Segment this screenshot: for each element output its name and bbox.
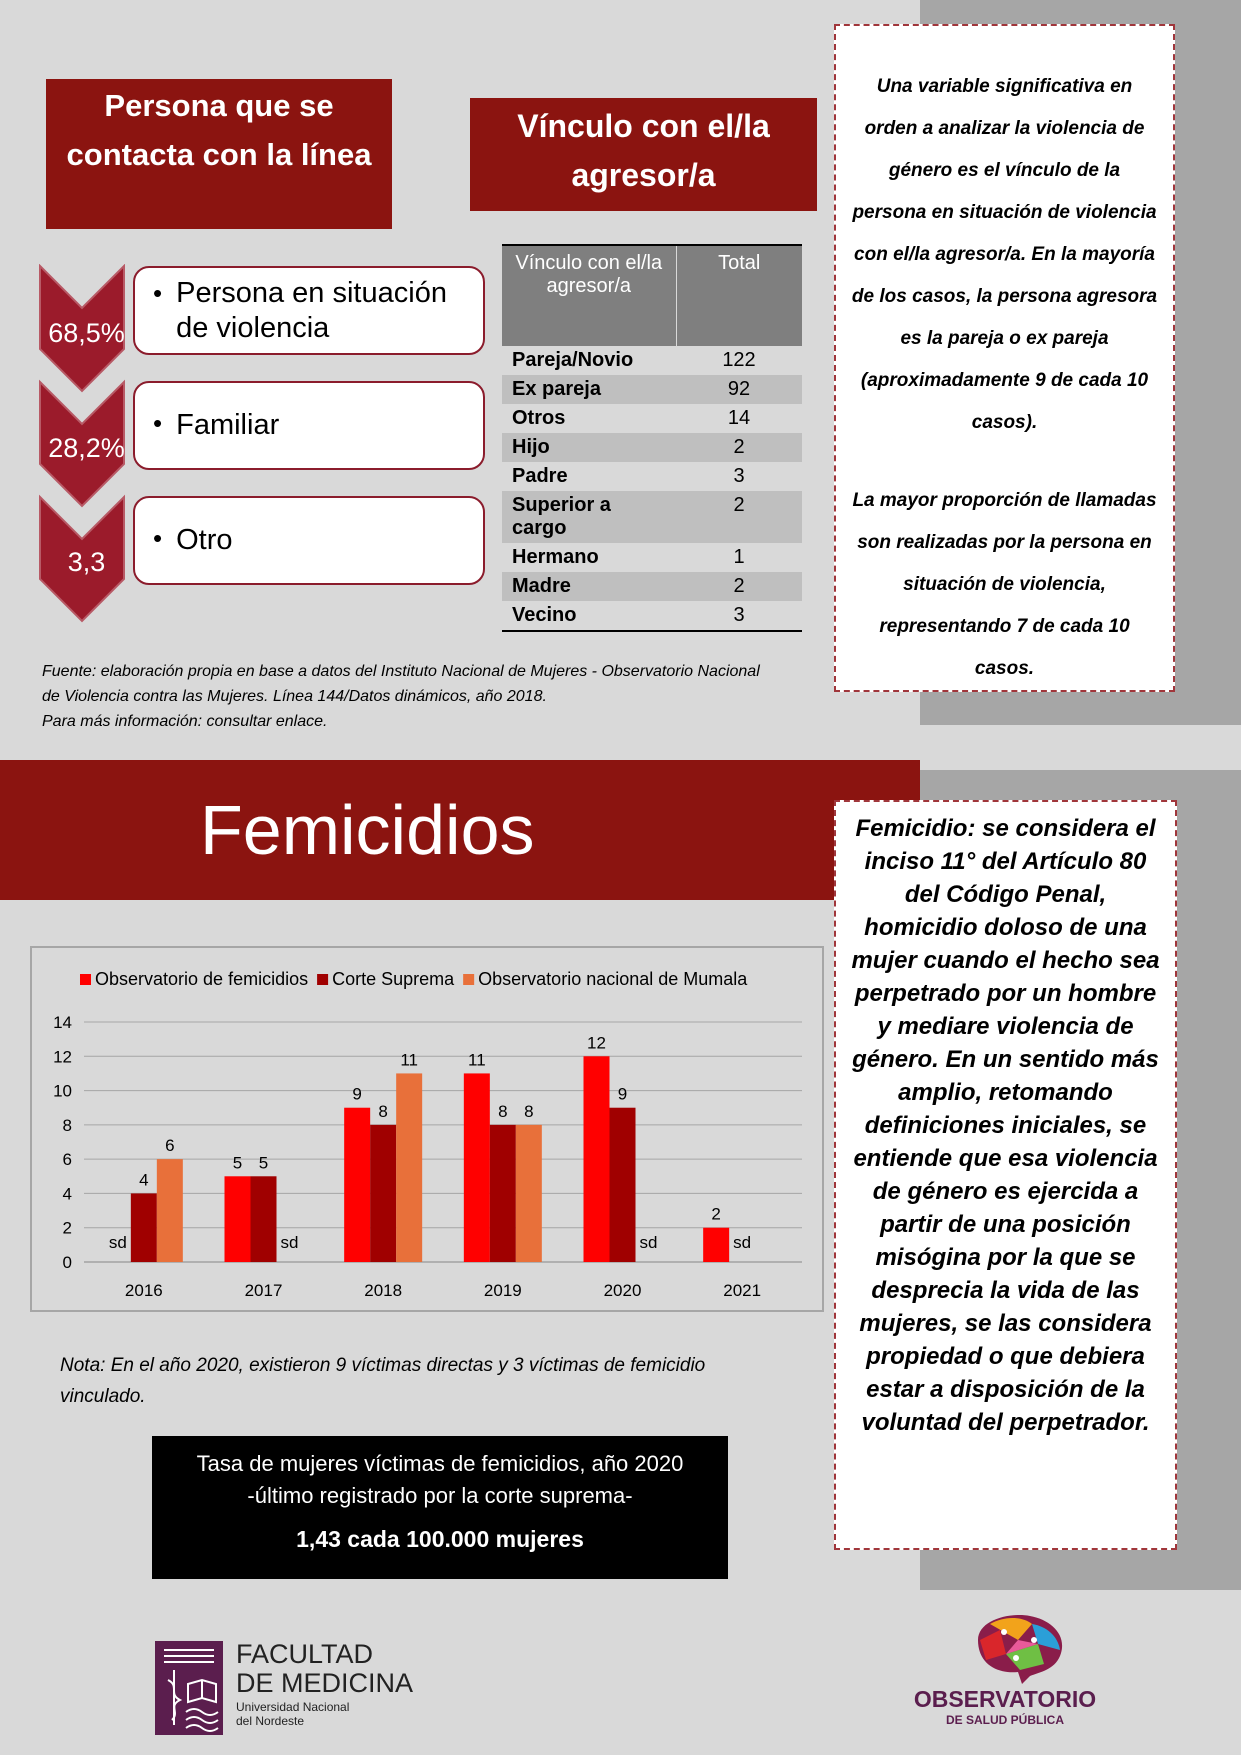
- x-tick-label: 2018: [364, 1281, 403, 1300]
- row-value: 122: [722, 349, 756, 371]
- data-label: 4: [139, 1170, 149, 1190]
- bar: [396, 1073, 422, 1262]
- bar: [370, 1125, 396, 1262]
- callout-paragraph: Una variable significativa en orden a analizar la violencia de género es el vínculo de la persona en situación de violencia con el/la agresor/a. En la mayoría de los casos, la persona agresora es la pareja o ex pareja (aproximadamente 9 de cada 10 casos).: [851, 76, 1158, 433]
- row-value: 3: [733, 465, 745, 487]
- x-tick-label: 2019: [483, 1281, 522, 1300]
- source-note-line: de Violencia contra las Mujeres. Línea 144/Datos dinámicos, año 2018.: [42, 688, 547, 705]
- table-header: Vínculo con el/la agresor/a: [502, 246, 676, 346]
- data-label: 8: [498, 1101, 508, 1121]
- observatorio-logo-sub: DE SALUD PÚBLICA: [945, 1713, 1064, 1727]
- table-row: [502, 543, 802, 572]
- y-tick-label: 0: [62, 1253, 72, 1272]
- faculty-logo-sub: del Nordeste: [236, 1714, 305, 1728]
- contact-pct-2: 28,2%: [48, 433, 125, 463]
- row-label: Padre: [512, 465, 568, 487]
- data-label: 8: [378, 1101, 388, 1121]
- table-row: [502, 433, 802, 462]
- table-row: [502, 346, 802, 375]
- row-value: 2: [676, 572, 802, 601]
- row-label: Ex pareja: [502, 375, 676, 404]
- contact-item-label: Persona en situación: [176, 276, 447, 309]
- faculty-logo-sub: Universidad Nacional: [236, 1700, 350, 1714]
- table-row: [502, 462, 802, 491]
- chart-note-line: Nota: En el año 2020, existieron 9 víctimas directas y 3 víctimas de femicidio: [60, 1355, 706, 1376]
- data-label: 6: [165, 1136, 175, 1156]
- legend-label: Corte Suprema: [332, 969, 455, 989]
- table-row: [502, 572, 802, 601]
- legend-swatch: [463, 974, 474, 985]
- row-label: Hijo: [502, 433, 676, 462]
- data-label: 11: [400, 1050, 418, 1070]
- data-label: 9: [352, 1084, 362, 1104]
- x-tick-label: 2017: [244, 1281, 283, 1300]
- data-label: 12: [587, 1033, 606, 1053]
- observatorio-logo-line: OBSERVATORIO: [913, 1686, 1097, 1712]
- contact-item-3: • Otro: [133, 496, 485, 585]
- rate-line: -último registrado por la corte suprema-: [247, 1483, 633, 1508]
- row-value: 1: [733, 546, 745, 568]
- bar: [251, 1176, 277, 1262]
- contact-item-label: de violencia: [176, 311, 330, 344]
- bar: [131, 1193, 157, 1262]
- bar: [516, 1125, 542, 1262]
- row-value: 2: [676, 433, 802, 462]
- x-tick-label: 2016: [124, 1281, 163, 1300]
- row-value: 92: [676, 375, 802, 404]
- vinculo-table-wrap: [502, 244, 802, 632]
- chart-note: [60, 1350, 820, 1412]
- legend-swatch: [80, 974, 91, 985]
- y-tick-label: 12: [53, 1047, 72, 1067]
- bar: [344, 1108, 370, 1262]
- contact-pct-3: 3,3: [67, 547, 106, 577]
- faculty-logo-icon: [154, 1640, 224, 1736]
- observatorio-logo-text: [905, 1686, 1105, 1728]
- data-label: 11: [468, 1050, 486, 1070]
- y-tick-label: 8: [62, 1115, 72, 1135]
- source-note-line: Para más información: consultar enlace.: [42, 713, 328, 730]
- data-label: 9: [617, 1084, 628, 1104]
- bar: [490, 1125, 516, 1262]
- bar: [464, 1073, 490, 1262]
- table-row: [502, 491, 802, 543]
- table-header: Total: [676, 246, 802, 346]
- contact-section-title: Persona que se contacta con la línea: [46, 79, 392, 229]
- y-tick-label: 14: [53, 1013, 72, 1032]
- vinculo-section-title: Vínculo con el/la agresor/a: [470, 98, 817, 211]
- rate-value: 1,43 cada 100.000 mujeres: [296, 1526, 584, 1552]
- contact-item-label: Otro: [176, 524, 233, 557]
- data-label: sd: [733, 1233, 752, 1252]
- chart-svg: [32, 948, 822, 1310]
- bar: [225, 1176, 251, 1262]
- contact-item-1: • Persona en situación de violencia: [133, 266, 485, 355]
- contact-pct-1: 68,5%: [48, 318, 125, 348]
- faculty-logo-text: [236, 1640, 413, 1728]
- observatorio-logo-icon: [960, 1610, 1072, 1686]
- source-note: [42, 659, 842, 734]
- row-value: 14: [727, 407, 751, 429]
- callout-bottom: Femicidio: se considera el inciso 11° del Artículo 80 del Código Penal, homicidio doloso de una mujer cuando el hecho sea perpetrado por un hombre y mediare violencia de género. En un sentido más amplio, retomando definiciones iniciales, se entiende que esa violencia de género es ejercida a partir de una posición misógina por la que se desprecia la vida de las mujeres, se las considera propiedad o que debiera estar a disposición de la voluntad del perpetrador.: [834, 800, 1177, 1550]
- source-note-line: Fuente: elaboración propia en base a datos del Instituto Nacional de Mujeres - Observatorio Nacional: [42, 663, 760, 680]
- row-value: 3: [733, 604, 745, 626]
- femicidios-title: Femicidios: [200, 791, 535, 869]
- legend-label: Observatorio nacional de Mumala: [478, 969, 748, 989]
- faculty-logo-line: FACULTAD: [236, 1639, 374, 1669]
- row-label: Otros: [512, 407, 566, 429]
- y-tick-label: 6: [62, 1150, 72, 1170]
- bar: [584, 1056, 610, 1262]
- row-label: Madre: [502, 572, 676, 601]
- chart-note-line: vinculado.: [60, 1386, 146, 1407]
- y-tick-label: 2: [62, 1218, 72, 1238]
- vinculo-table: [502, 246, 802, 630]
- row-label: Vecino: [512, 604, 577, 626]
- data-label: 5: [232, 1153, 243, 1173]
- bar: [157, 1159, 183, 1262]
- table-row: [502, 375, 802, 404]
- rate-line: Tasa de mujeres víctimas de femicidios, año 2020: [196, 1451, 684, 1476]
- data-label: sd: [108, 1233, 127, 1252]
- row-value: 2: [676, 491, 802, 543]
- x-tick-label: 2021: [723, 1281, 762, 1300]
- data-label: sd: [280, 1233, 299, 1252]
- row-label: Hermano: [512, 546, 599, 568]
- callout-top: [834, 24, 1175, 692]
- legend-swatch: [317, 974, 328, 985]
- data-label: sd: [639, 1233, 658, 1252]
- bar: [703, 1228, 729, 1262]
- row-label: Superior a cargo: [502, 491, 676, 543]
- row-label: Pareja/Novio: [512, 349, 634, 371]
- femicidios-chart: [30, 946, 824, 1312]
- rate-box: [152, 1436, 728, 1579]
- legend-label: Observatorio de femicidios: [95, 969, 309, 989]
- y-tick-label: 4: [62, 1184, 72, 1204]
- bar: [610, 1108, 636, 1262]
- table-row: [502, 601, 802, 630]
- data-label: 5: [258, 1153, 269, 1173]
- data-label: 8: [524, 1101, 534, 1121]
- faculty-logo-line: DE MEDICINA: [236, 1668, 414, 1698]
- data-label: 2: [711, 1204, 721, 1224]
- callout-paragraph: La mayor proporción de llamadas son realizadas por la persona en situación de violencia, representando 7 de cada 10 casos.: [852, 490, 1157, 679]
- y-tick-label: 10: [53, 1081, 72, 1101]
- x-tick-label: 2020: [603, 1281, 642, 1300]
- contact-item-label: Familiar: [176, 409, 280, 442]
- contact-item-2: • Familiar: [133, 381, 485, 470]
- table-row: [502, 404, 802, 433]
